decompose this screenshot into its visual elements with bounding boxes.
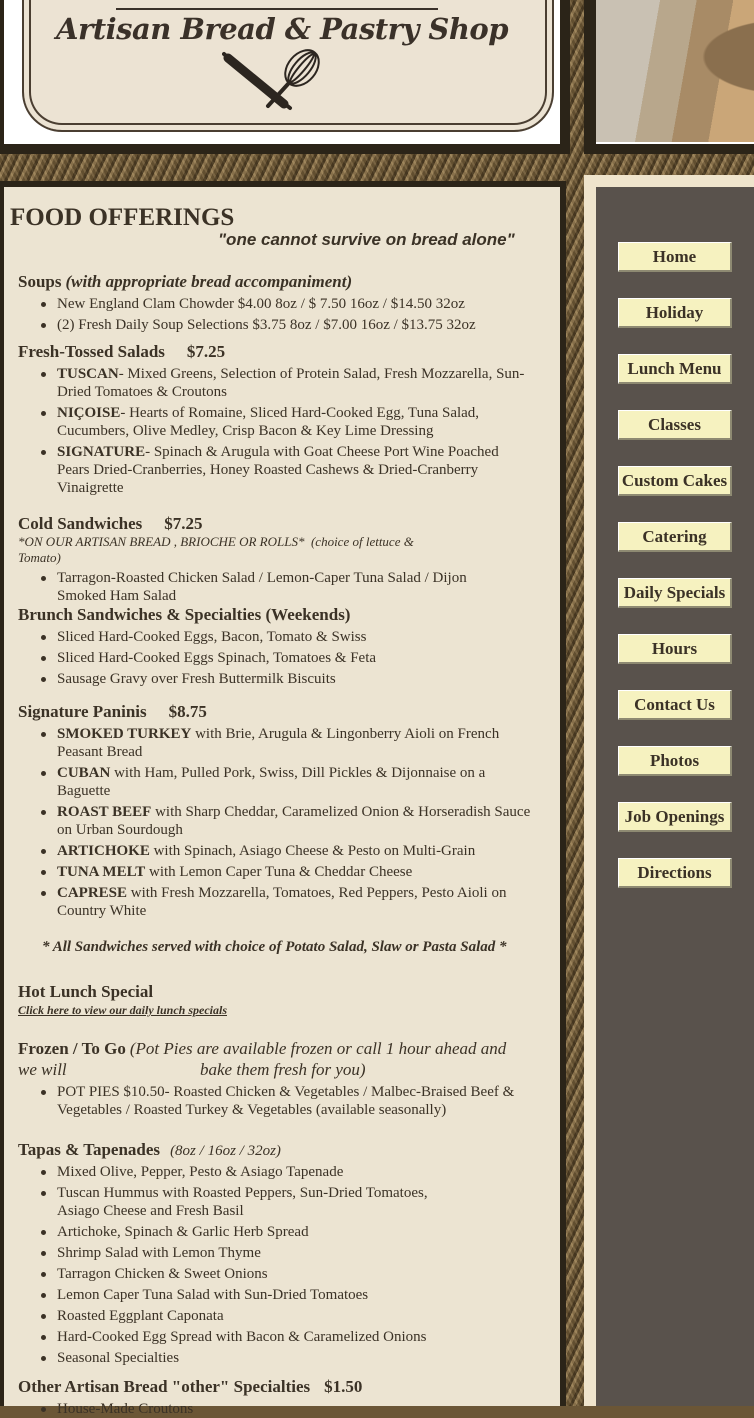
nav-lunch-menu-button[interactable]: Lunch Menu (618, 354, 732, 384)
list-item: Sliced Hard-Cooked Eggs, Bacon, Tomato & Swiss (57, 629, 367, 645)
nav-catering-button[interactable]: Catering (618, 522, 732, 552)
list-item (57, 764, 527, 800)
panini-name: ARTICHOKE (57, 843, 150, 859)
other-heading-row (18, 1377, 362, 1397)
nav-photos-button[interactable]: Photos (618, 746, 732, 776)
frozen-note-1: (Pot Pies are available frozen or call 1 hour ahead and (129, 1039, 507, 1058)
page-title: FOOD OFFERINGS (10, 204, 235, 231)
list-item (57, 842, 475, 860)
list-item: Tarragon-Roasted Chicken Salad / Lemon-Caper Tuna Salad / Dijon Smoked Ham Salad (57, 570, 467, 604)
panini-desc: with Lemon Caper Tuna & Cheddar Cheese (145, 864, 413, 880)
other-price: $1.50 (324, 1377, 363, 1396)
panini-desc: with Brie, Arugula & Lingonberry Aioli on French Peasant Bread (57, 726, 500, 760)
list-item: Roasted Eggplant Caponata (57, 1308, 224, 1324)
soups-heading: Soups (18, 272, 62, 291)
list-item: Shrimp Salad with Lemon Thyme (57, 1245, 261, 1261)
nav-custom-cakes-button[interactable]: Custom Cakes (618, 466, 732, 496)
salad-desc: - Hearts of Romaine, Sliced Hard-Cooked Egg, Tuna Salad, Cucumbers, Olive Medley, Crisp Bacon & Key Lime Dressing (57, 405, 480, 439)
nav-contact-us-button[interactable]: Contact Us (618, 690, 732, 720)
other-heading: Other Artisan Bread "other" Specialties (18, 1377, 311, 1396)
cold-heading: Cold Sandwiches (18, 514, 143, 533)
nav-daily-specials-button[interactable]: Daily Specials (618, 578, 732, 608)
list-item (57, 404, 527, 440)
cold-heading-row (18, 514, 202, 534)
panini-name: SMOKED TURKEY (57, 726, 192, 742)
tapas-heading: Tapas & Tapenades (18, 1140, 161, 1159)
salads-heading-row (18, 342, 225, 362)
list-item: Lemon Caper Tuna Salad with Sun-Dried Tomatoes (57, 1287, 369, 1303)
salad-name: SIGNATURE (57, 444, 146, 460)
hot-lunch-heading: Hot Lunch Special (18, 982, 154, 1001)
panini-desc: with Spinach, Asiago Cheese & Pesto on Multi-Grain (149, 843, 476, 859)
salad-name: TUSCAN (57, 366, 119, 382)
list-item: Hard-Cooked Egg Spread with Bacon & Caramelized Onions (57, 1329, 427, 1345)
list-item: House-Made Croutons (57, 1401, 194, 1417)
rolling-pin-whisk-icon (222, 48, 332, 117)
cold-note-choice: (choice of lettuce & Tomato) (18, 534, 414, 565)
panini-heading: Signature Paninis (18, 702, 147, 721)
brunch-heading: Brunch Sandwiches & Specialties (Weekends) (18, 605, 351, 624)
tapas-sizes: (8oz / 16oz / 32oz) (170, 1143, 281, 1159)
logo-text: Artisan Bread & Pastry Shop (55, 12, 509, 46)
soups-heading-row (18, 272, 352, 292)
panini-name: CAPRESE (57, 885, 128, 901)
cold-price: $7.25 (164, 514, 203, 533)
frozen-heading: Frozen / To Go (18, 1039, 126, 1058)
list-item: Seasonal Specialties (57, 1350, 180, 1366)
list-item (57, 725, 537, 761)
frozen-heading-row (18, 1039, 506, 1059)
logo-rule (116, 8, 438, 10)
list-item: New England Clam Chowder $4.00 8oz / $ 7.50 16oz / $14.50 32oz (57, 296, 465, 312)
cold-note (18, 534, 458, 566)
cold-note-caps: *ON OUR ARTISAN BREAD , BRIOCHE OR ROLLS* (18, 534, 305, 549)
nav-hours-button[interactable]: Hours (618, 634, 732, 664)
list-item (57, 443, 507, 497)
salad-desc: - Spinach & Arugula with Goat Cheese Port Wine Poached Pears Dried-Cranberries, Honey Roasted Cashews & Dried-Cranberry Vinaigrette (57, 444, 499, 496)
list-item: POT PIES $10.50- Roasted Chicken & Vegetables / Malbec-Braised Beef & Vegetables / Roasted Turkey & Vegetables (available seasonally) (57, 1083, 547, 1119)
salad-name: NIÇOISE (57, 405, 121, 421)
panini-desc: with Ham, Pulled Pork, Swiss, Dill Pickles & Dijonnaise on a Baguette (57, 765, 486, 799)
list-item (57, 365, 527, 401)
frozen-note-2b: bake them fresh for you) (200, 1060, 366, 1079)
list-item: Sliced Hard-Cooked Eggs Spinach, Tomatoes & Feta (57, 650, 377, 666)
nav-classes-button[interactable]: Classes (618, 410, 732, 440)
list-item: Tuscan Hummus with Roasted Peppers, Sun-Dried Tomatoes, Asiago Cheese and Fresh Basil (57, 1184, 457, 1220)
list-item (57, 803, 532, 839)
panini-price: $8.75 (168, 702, 207, 721)
daily-lunch-specials-link[interactable]: Click here to view our daily lunch specials (18, 1003, 227, 1017)
list-item (57, 863, 412, 881)
nav-directions-button[interactable]: Directions (618, 858, 732, 888)
sandwich-footnote: * All Sandwiches served with choice of Potato Salad, Slaw or Pasta Salad * (42, 939, 507, 955)
salad-desc: - Mixed Greens, Selection of Protein Salad, Fresh Mozzarella, Sun-Dried Tomatoes & Croutons (57, 366, 525, 400)
panini-desc: with Sharp Cheddar, Caramelized Onion & Horseradish Sauce on Urban Sourdough (57, 804, 531, 838)
list-item: (2) Fresh Daily Soup Selections $3.75 8oz / $7.00 16oz / $13.75 32oz (57, 317, 476, 333)
page-motto: "one cannot survive on bread alone" (218, 230, 515, 249)
list-item: Mixed Olive, Pepper, Pesto & Asiago Tapenade (57, 1164, 344, 1180)
panini-desc: with Fresh Mozzarella, Tomatoes, Red Peppers, Pesto Aioli on Country White (57, 885, 507, 919)
bread-photo (596, 0, 754, 144)
panini-heading-row (18, 702, 207, 722)
salads-price: $7.25 (186, 342, 226, 361)
logo-banner (4, 0, 560, 144)
soups-note: (with appropriate bread accompaniment) (65, 272, 353, 291)
list-item: Sausage Gravy over Fresh Buttermilk Biscuits (57, 671, 336, 687)
list-item: Tarragon Chicken & Sweet Onions (57, 1266, 268, 1282)
panini-name: TUNA MELT (57, 864, 146, 880)
list-item: Artichoke, Spinach & Garlic Herb Spread (57, 1224, 309, 1240)
tapas-heading-row (18, 1140, 281, 1160)
frozen-note-2a: we will (18, 1060, 67, 1079)
list-item (57, 884, 542, 920)
nav-job-openings-button[interactable]: Job Openings (618, 802, 732, 832)
nav-home-button[interactable]: Home (618, 242, 732, 272)
salads-heading: Fresh-Tossed Salads (18, 342, 165, 361)
nav-holiday-button[interactable]: Holiday (618, 298, 732, 328)
panini-name: CUBAN (57, 765, 111, 781)
panini-name: ROAST BEEF (57, 804, 152, 820)
